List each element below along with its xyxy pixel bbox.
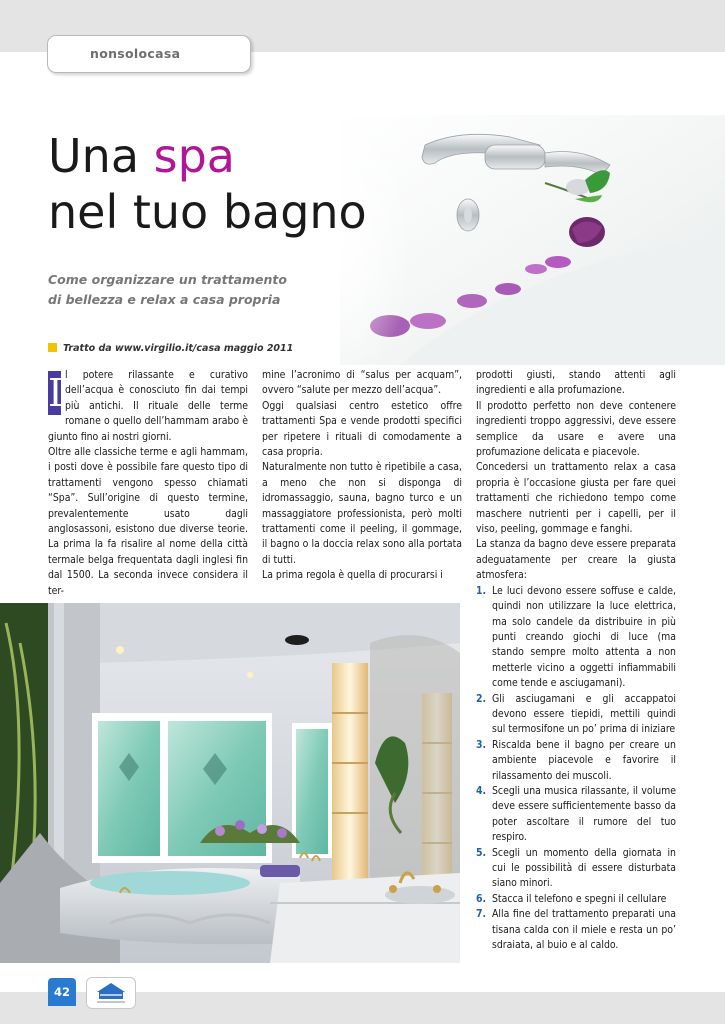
section-label: nonsolocasa xyxy=(90,46,181,61)
paragraph xyxy=(48,368,248,445)
list-item xyxy=(476,692,676,738)
list-number: 1. xyxy=(476,584,487,597)
list-item-text: Scegli una musica rilassante, il volume deve essere sufficientemente basso da poter ascoltare il rumore del tuo respiro. xyxy=(492,784,676,844)
list-item xyxy=(476,738,676,784)
list-item-text: Le luci devono essere soffuse e calde, quindi non utilizzare la luce elettrica, ma solo candele da distribuire in più punti creando giochi di luce (ma stando sempre molto attenta a non metterle vicino a oggetti infiammabili come tende e asciugamani). xyxy=(492,584,676,690)
paragraph: prodotti giusti, stando attenti agli ingredienti e alla profumazione. xyxy=(476,369,676,397)
list-item-text: Gli asciugamani e gli accappatoi devono essere tiepidi, mettili quindi sul termosifone un po’ prima di iniziare xyxy=(492,692,676,736)
list-number: 3. xyxy=(476,738,487,751)
list-item xyxy=(476,892,676,907)
list-item xyxy=(476,846,676,892)
paragraph: Oltre alle classiche terme e agli hammam, i posti dove è possibile fare questo tipo di trattamenti vengono spesso chiamati “Spa”. Sull’origine di questo termine, prevalentemente usato dagli anglosassoni, esistono due diverse teorie. La prima la fa risalire al nome della città termale belga frequentata dagli inglesi fin dal 1500. La seconda invece considera il ter- xyxy=(48,446,248,597)
text-column-2 xyxy=(262,368,462,584)
list-number: 6. xyxy=(476,892,487,905)
list-item-text: Alla fine del trattamento preparati una tisana calda con il miele e resta un po’ sdraiata, al buio e al caldo. xyxy=(492,908,676,952)
list-item-text: Riscalda bene il bagno per creare un ambiente piacevole e favorire il rilassamento dei muscoli. xyxy=(492,738,676,782)
text-column-1 xyxy=(48,368,248,599)
list-number: 7. xyxy=(476,908,487,921)
subtitle-line2: di bellezza e relax a casa propria xyxy=(48,292,281,307)
source-text: Tratto da www.virgilio.it/casa maggio 2011 xyxy=(63,343,294,354)
paragraph: Il prodotto perfetto non deve contenere ingredienti troppo aggressivi, deve essere semplice da usare e avere una profumazione delicata e piacevole. xyxy=(476,399,676,459)
paragraph: Oggi qualsiasi centro estetico offre trattamenti Spa e vende prodotti specifici per ripetere i rituali di comodamente a casa propria. xyxy=(262,399,462,459)
list-number: 2. xyxy=(476,692,487,705)
paragraph: mine l’acronimo di “salus per acquam”, ovvero “salute per mezzo dell’acqua”. xyxy=(262,369,462,397)
paragraph: Naturalmente non tutto è ripetibile a casa, a meno che non si disponga di idromassaggio, sauna, bagno turco e un massaggiatore professionista, però molti trattamenti come il peeling, il gommage, il bagno o la doccia relax sono alla portata di tutti. xyxy=(262,461,462,566)
paragraph: La prima regola è quella di procurarsi i xyxy=(262,569,443,582)
title-line1-prefix: Una xyxy=(48,129,154,183)
list-item-text: Stacca il telefono e spegni il cellulare xyxy=(492,892,667,905)
paragraph-text: l potere rilassante e curativo dell’acqua è conosciuto fin dai tempi più antichi. Il rituale delle terme romane o quello dell’hammam arabo è giunto fino ai nostri giorni. xyxy=(48,369,248,443)
source-marker-icon xyxy=(48,343,57,352)
text-column-3 xyxy=(476,368,676,953)
list-item xyxy=(476,584,676,692)
list-number: 4. xyxy=(476,784,487,797)
section-tab xyxy=(47,35,251,73)
title-accent-word: spa xyxy=(153,129,235,183)
tips-list xyxy=(476,584,676,954)
bathroom-interior-photo xyxy=(0,603,460,963)
article-subtitle xyxy=(48,270,348,310)
hero-photo-faucet-roses xyxy=(340,115,725,365)
list-number: 5. xyxy=(476,846,487,859)
publisher-logo xyxy=(86,977,136,1009)
title-line2: nel tuo bagno xyxy=(48,185,367,239)
list-item xyxy=(476,907,676,953)
list-item-text: Scegli un momento della giornata in cui le possibilità di essere disturbata siano minori. xyxy=(492,846,676,890)
paragraph: Concedersi un trattamento relax a casa propria è l’occasione giusta per fare quei trattamenti che richiedono tempo come maschere nutrienti per i capelli, per il viso, peeling, gommage e fanghi. xyxy=(476,461,676,536)
article-title xyxy=(48,128,367,240)
drop-cap: I xyxy=(48,371,64,415)
list-item xyxy=(476,784,676,846)
page-number: 42 xyxy=(48,978,76,1006)
paragraph: La stanza da bagno deve essere preparata adeguatamente per creare la giusta atmosfera: xyxy=(476,538,676,582)
subtitle-line1: Come organizzare un trattamento xyxy=(48,272,287,287)
source-credit xyxy=(48,343,293,354)
